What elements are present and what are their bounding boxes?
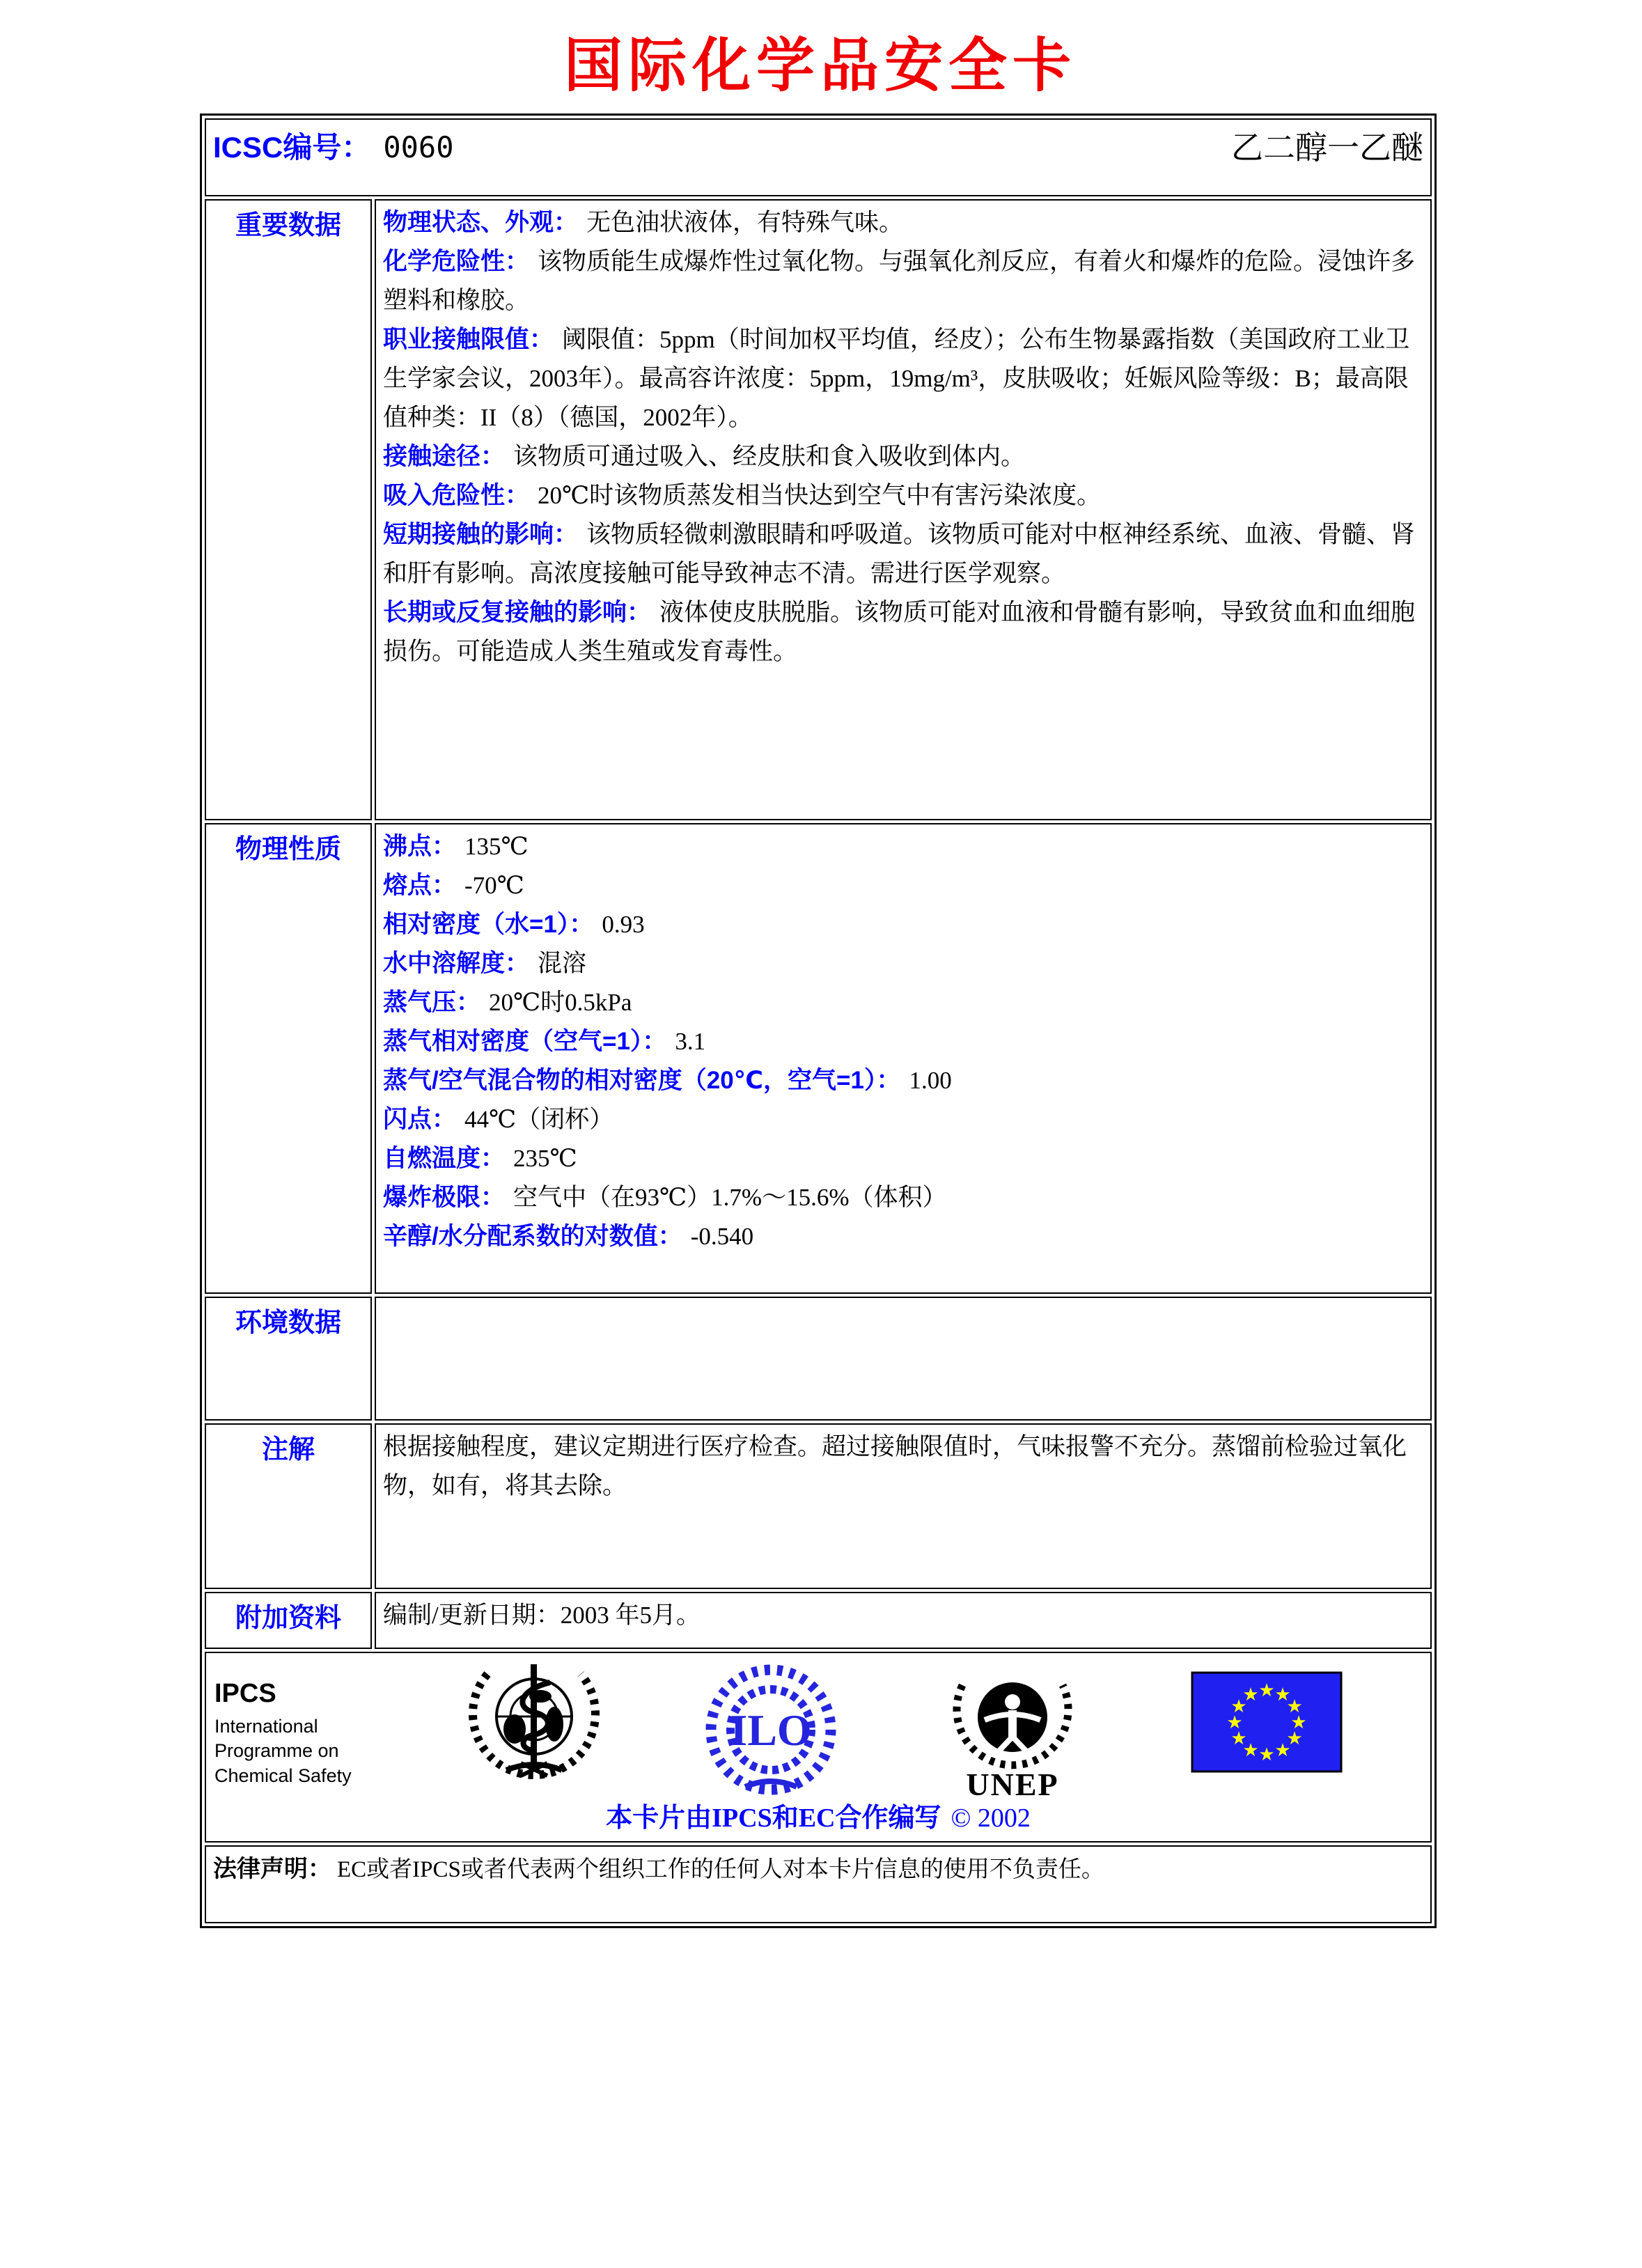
row-label-physical-properties: 物理性质 bbox=[205, 823, 372, 1294]
physical-property-item: 爆炸极限： 空气中（在93℃）1.7%～15.6%（体积） bbox=[383, 1183, 947, 1211]
svg-text:★: ★ bbox=[1242, 1684, 1259, 1705]
credit-year: © 2002 bbox=[951, 1803, 1031, 1833]
credit-text: 本卡片由IPCS和EC合作编写 bbox=[606, 1803, 941, 1833]
svg-text:★: ★ bbox=[1274, 1684, 1291, 1705]
physical-property-item: 水中溶解度： 混溶 bbox=[383, 949, 587, 977]
chemical-name: 乙二醇一乙醚 bbox=[1231, 130, 1423, 166]
important-data-item: 化学危险性： 该物质能生成爆炸性过氧化物。与强氧化剂反应，有着火和爆炸的危险。浸蚀许多塑料和橡胶。 bbox=[383, 247, 1416, 314]
physical-property-item: 辛醇/水分配系数的对数值： -0.540 bbox=[383, 1222, 754, 1250]
logos-cell bbox=[205, 1652, 1432, 1843]
who-logo-icon bbox=[468, 1664, 600, 1781]
important-data-item: 短期接触的影响： 该物质轻微刺激眼睛和呼吸道。该物质可能对中枢神经系统、血液、骨髓、肾和肝有影响。高浓度接触可能导致神志不清。需进行医学观察。 bbox=[383, 520, 1416, 587]
svg-text:★: ★ bbox=[1226, 1712, 1243, 1733]
additional-info-content: 编制/更新日期：2003 年5月。 bbox=[375, 1592, 1432, 1649]
physical-property-item: 闪点： 44℃（闭杯） bbox=[383, 1105, 614, 1133]
row-label-environmental-data: 环境数据 bbox=[205, 1297, 372, 1421]
physical-property-item: 蒸气/空气混合物的相对密度（20℃，空气=1）： 1.00 bbox=[383, 1066, 952, 1094]
important-data-item: 长期或反复接触的影响： 液体使皮肤脱脂。该物质可能对血液和骨髓有影响，导致贫血和血细胞损伤。可能造成人类生殖或发育毒性。 bbox=[383, 598, 1416, 665]
icsc-card-table bbox=[200, 114, 1437, 1928]
eu-flag-icon bbox=[1191, 1671, 1343, 1773]
svg-text:★: ★ bbox=[1230, 1728, 1247, 1749]
logos-row bbox=[205, 1652, 1432, 1843]
svg-text:★: ★ bbox=[1286, 1728, 1303, 1749]
notes-content: 根据接触程度，建议定期进行医疗检查。超过接触限值时，气味报警不充分。蒸馏前检验过氧化物，如有，将其去除。 bbox=[375, 1423, 1432, 1589]
additional-info-row bbox=[205, 1592, 1432, 1649]
ilo-letters: ILO bbox=[730, 1705, 812, 1755]
important-data-content bbox=[375, 199, 1432, 820]
physical-property-item: 蒸气压： 20℃时0.5kPa bbox=[383, 988, 632, 1016]
row-label-important-data: 重要数据 bbox=[205, 199, 372, 820]
page-title: 国际化学品安全卡 bbox=[563, 34, 1077, 99]
header-row bbox=[205, 118, 1432, 196]
legal-row bbox=[205, 1845, 1432, 1923]
row-label-notes: 注解 bbox=[205, 1423, 372, 1589]
important-data-item: 职业接触限值： 阈限值：5ppm（时间加权平均值，经皮）；公布生物暴露指数（美国政府工业卫生学家会议，2003年）。最高容许浓度：5ppm，19mg/m³，皮肤吸收；妊娠风险等级：B；最高限值种类：II（8）（德国，2002年）。 bbox=[383, 325, 1410, 431]
svg-text:★: ★ bbox=[1258, 1744, 1275, 1765]
important-data-item: 接触途径： 该物质可通过吸入、经皮肤和食入吸收到体内。 bbox=[383, 442, 1026, 470]
unep-letters: UNEP bbox=[966, 1766, 1059, 1802]
unep-logo-icon bbox=[950, 1661, 1075, 1804]
row-label-additional-info: 附加资料 bbox=[205, 1592, 372, 1649]
physical-property-item: 相对密度（水=1）： 0.93 bbox=[383, 910, 645, 938]
ipcs-subtitle-line: International bbox=[214, 1715, 318, 1737]
svg-text:★: ★ bbox=[1242, 1739, 1259, 1761]
svg-text:★: ★ bbox=[1230, 1696, 1247, 1717]
legal-cell bbox=[205, 1845, 1432, 1923]
ipcs-abbr: IPCS bbox=[214, 1678, 276, 1708]
important-data-item: 吸入危险性： 20℃时该物质蒸发相当快达到空气中有害污染浓度。 bbox=[383, 481, 1102, 509]
environmental-data-row bbox=[205, 1297, 1432, 1421]
svg-text:★: ★ bbox=[1290, 1712, 1307, 1733]
svg-text:★: ★ bbox=[1286, 1696, 1303, 1717]
physical-properties-row bbox=[205, 823, 1432, 1294]
notes-row bbox=[205, 1423, 1432, 1589]
header-cell bbox=[205, 118, 1432, 196]
environmental-data-content bbox=[375, 1297, 1432, 1421]
important-data-row bbox=[205, 199, 1432, 820]
svg-text:★: ★ bbox=[1274, 1739, 1291, 1761]
credit-line bbox=[206, 1796, 1430, 1834]
physical-property-item: 自燃温度： 235℃ bbox=[383, 1144, 577, 1172]
physical-properties-content bbox=[375, 823, 1432, 1294]
physical-property-item: 熔点： -70℃ bbox=[383, 871, 524, 899]
legal-text: EC或者IPCS或者代表两个组织工作的任何人对本卡片信息的使用不负责任。 bbox=[337, 1856, 1104, 1882]
ipcs-subtitle-line: Chemical Safety bbox=[214, 1765, 352, 1786]
ipcs-subtitle-line: Programme on bbox=[214, 1740, 339, 1762]
ipcs-text-block bbox=[214, 1680, 352, 1789]
physical-property-item: 蒸气相对密度（空气=1）： 3.1 bbox=[383, 1027, 706, 1055]
physical-property-item: 沸点： 135℃ bbox=[383, 832, 529, 860]
ilo-logo-icon bbox=[703, 1660, 839, 1803]
legal-label: 法律声明： bbox=[213, 1855, 331, 1882]
icsc-number-label: ICSC编号： bbox=[213, 130, 371, 164]
icsc-number-value: 0060 bbox=[383, 130, 454, 164]
svg-text:★: ★ bbox=[1258, 1680, 1275, 1701]
important-data-item: 物理状态、外观： 无色油状液体，有特殊气味。 bbox=[383, 208, 904, 236]
